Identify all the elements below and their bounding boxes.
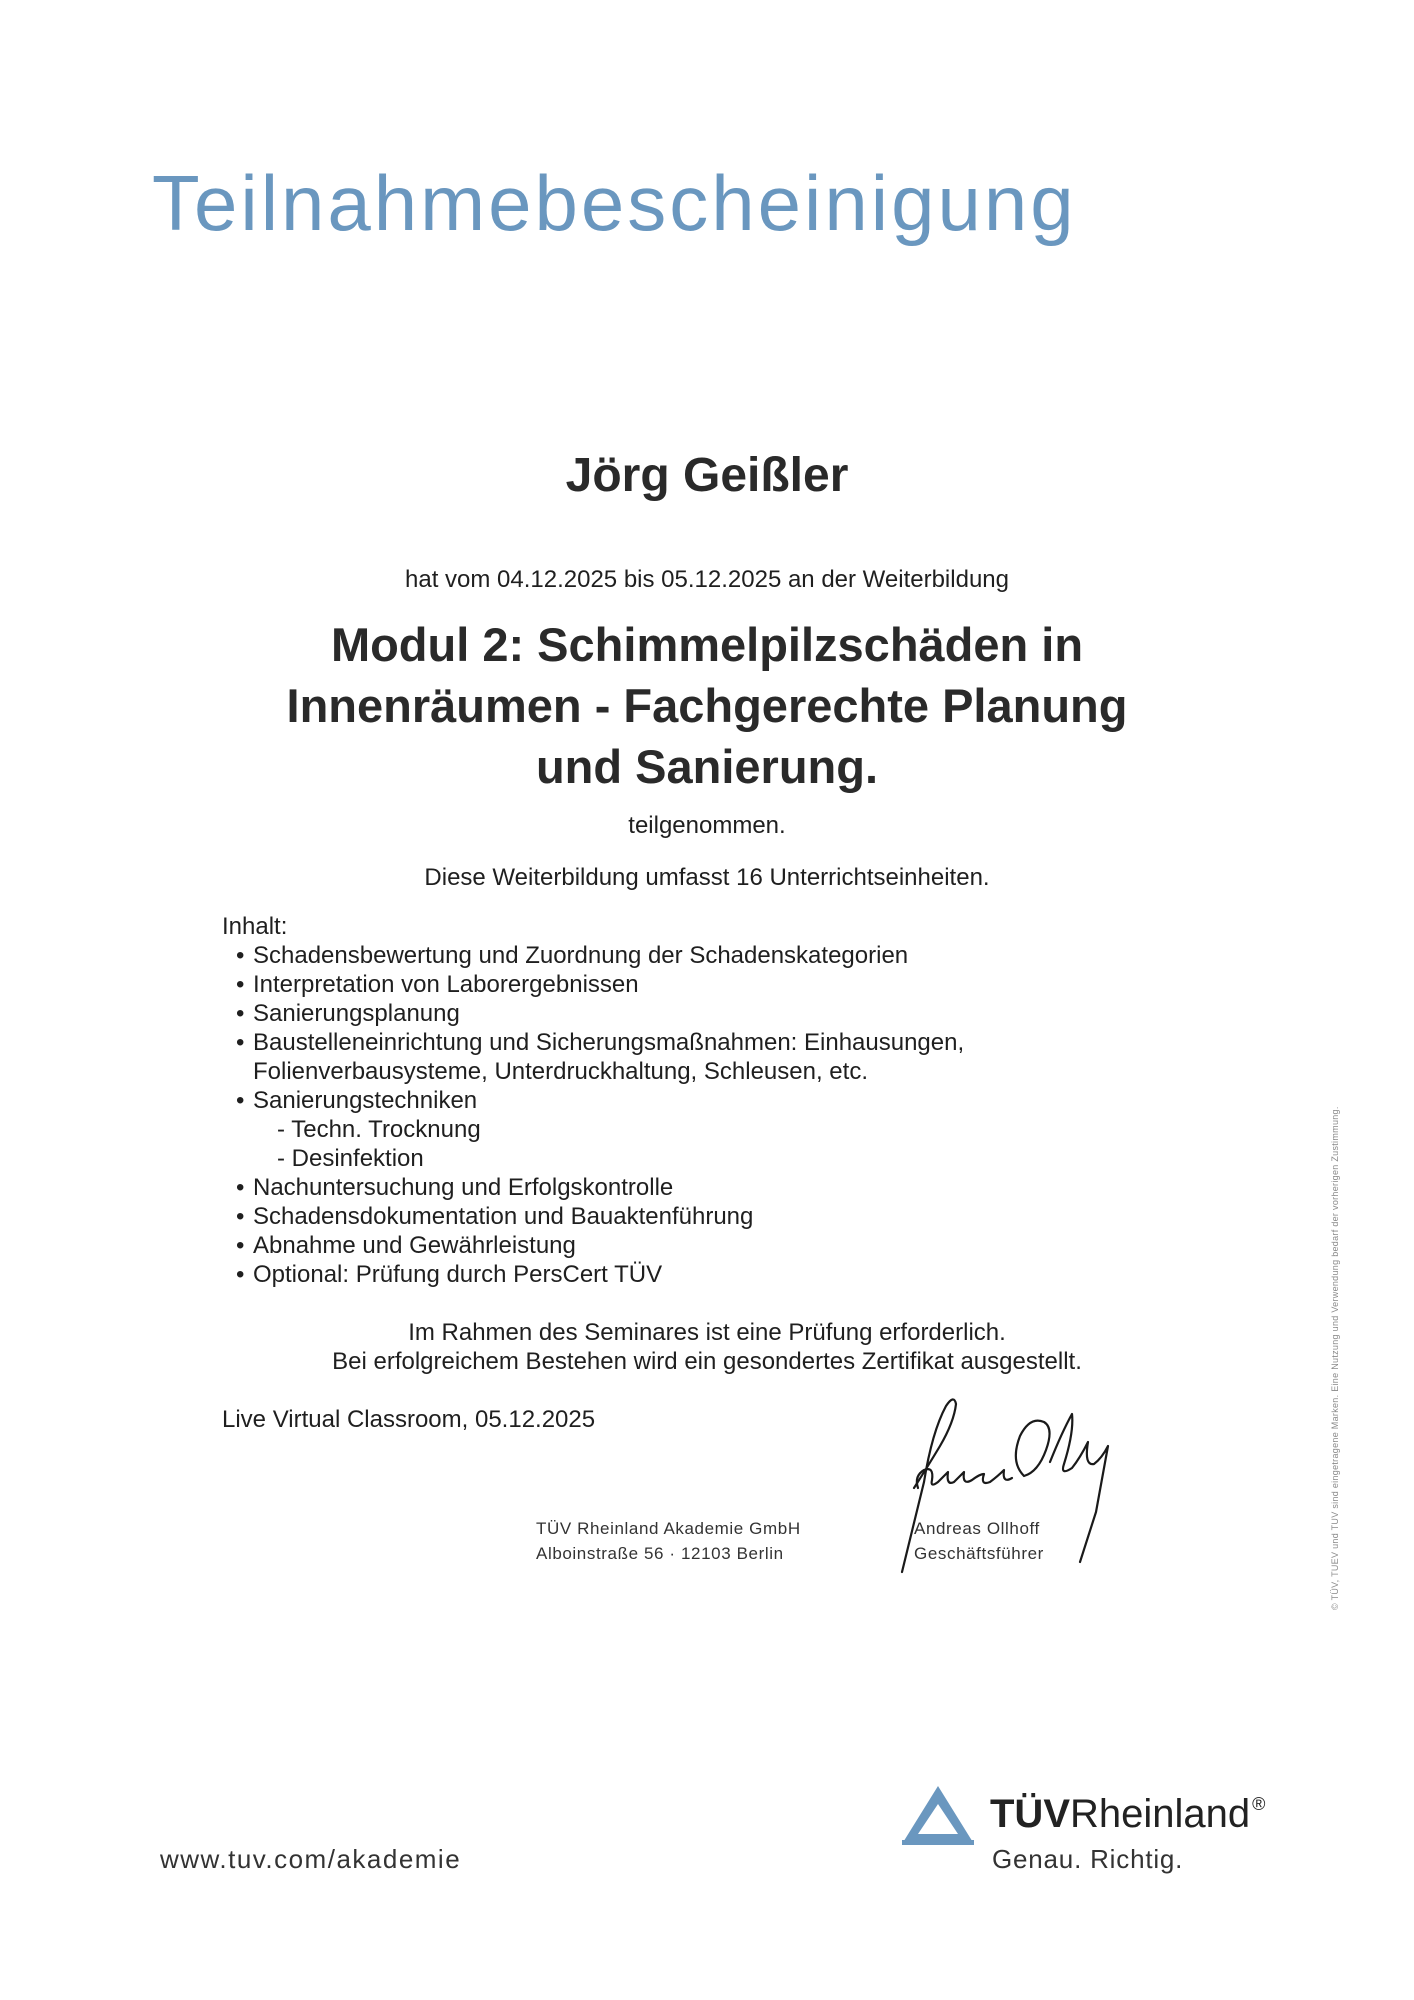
organization-address: Alboinstraße 56 · 12103 Berlin <box>536 1544 784 1563</box>
bullet-icon: • <box>236 942 245 969</box>
trademark-note: © TÜV, TUEV und TUV sind eingetragene Marken. Eine Nutzung und Verwendung bedarf der vorherigen Zustimmung. <box>1330 1106 1340 1610</box>
bullet-icon: • <box>236 1087 245 1114</box>
list-item-text: Schadensbewertung und Zuordnung der Schadenskategorien <box>253 942 909 969</box>
signer-name: Andreas Ollhoff <box>914 1519 1040 1538</box>
registered-mark: ® <box>1252 1794 1266 1814</box>
organization-name: TÜV Rheinland Akademie GmbH <box>536 1519 801 1538</box>
exam-note <box>0 1318 1414 1376</box>
bullet-icon: • <box>236 1261 245 1288</box>
units-text: Diese Weiterbildung umfasst 16 Unterrichtseinheiten. <box>424 864 990 891</box>
bullet-icon: • <box>236 1029 245 1056</box>
bullet-icon: • <box>236 1174 245 1201</box>
content-section <box>222 912 964 1289</box>
exam-note-line: Bei erfolgreichem Bestehen wird ein gesondertes Zertifikat ausgestellt. <box>332 1348 1082 1375</box>
course-title-line: und Sanierung. <box>535 740 879 793</box>
bullet-icon: • <box>236 1203 245 1230</box>
participated-text: teilgenommen. <box>628 812 786 839</box>
website-text: www.tuv.com/akademie <box>160 1844 462 1874</box>
list-item <box>236 1028 964 1086</box>
bullet-icon: • <box>236 1000 245 1027</box>
list-item-text: Optional: Prüfung durch PersCert TÜV <box>253 1261 663 1288</box>
content-list <box>222 941 964 1289</box>
bullet-icon: • <box>236 971 245 998</box>
list-item <box>236 1086 964 1173</box>
list-item-continuation: Folienverbausysteme, Unterdruckhaltung, Schleusen, etc. <box>253 1058 868 1085</box>
list-item <box>236 1231 964 1260</box>
course-title-line: Innenräumen - Fachgerechte Planung <box>286 679 1128 732</box>
signer-block <box>914 1516 1044 1566</box>
list-item <box>236 970 964 999</box>
participant-name: Jörg Geißler <box>565 449 849 502</box>
list-item <box>236 1173 964 1202</box>
certificate-heading: Teilnahmebescheinigung <box>152 159 1077 247</box>
course-title-line: Modul 2: Schimmelpilzschäden in <box>330 618 1084 671</box>
bullet-icon: • <box>236 1232 245 1259</box>
list-item-text: Nachuntersuchung und Erfolgskontrolle <box>253 1174 674 1201</box>
course-title <box>0 614 1414 797</box>
list-item-text: Interpretation von Laborergebnissen <box>253 971 639 998</box>
list-item-text: Abnahme und Gewährleistung <box>253 1232 576 1259</box>
exam-note-line: Im Rahmen des Seminares ist eine Prüfung erforderlich. <box>408 1319 1006 1346</box>
intro-text: hat vom 04.12.2025 bis 05.12.2025 an der Weiterbildung <box>405 566 1009 593</box>
logo-name-bold: TÜV <box>990 1792 1070 1836</box>
sub-item: - Techn. Trocknung <box>277 1116 481 1143</box>
list-item <box>236 1202 964 1231</box>
list-item-text: Schadensdokumentation und Bauaktenführung <box>253 1203 754 1230</box>
list-item <box>236 1260 964 1289</box>
signer-role: Geschäftsführer <box>914 1544 1044 1563</box>
list-item-text: Sanierungstechniken <box>253 1087 478 1114</box>
place-date: Live Virtual Classroom, 05.12.2025 <box>222 1406 596 1433</box>
organization-block <box>536 1516 801 1566</box>
logo-wordmark <box>990 1792 1265 1837</box>
list-item-text: Sanierungsplanung <box>253 1000 460 1027</box>
logo-slogan: Genau. Richtig. <box>992 1844 1184 1874</box>
list-item <box>236 999 964 1028</box>
list-item <box>236 941 964 970</box>
list-item-text: Baustelleneinrichtung und Sicherungsmaßnahmen: Einhausungen, <box>253 1029 965 1056</box>
tuv-triangle-logo-icon <box>898 1782 978 1848</box>
logo-name-regular: Rheinland <box>1070 1792 1251 1836</box>
content-title: Inhalt: <box>222 913 288 940</box>
sub-item: - Desinfektion <box>277 1145 424 1172</box>
